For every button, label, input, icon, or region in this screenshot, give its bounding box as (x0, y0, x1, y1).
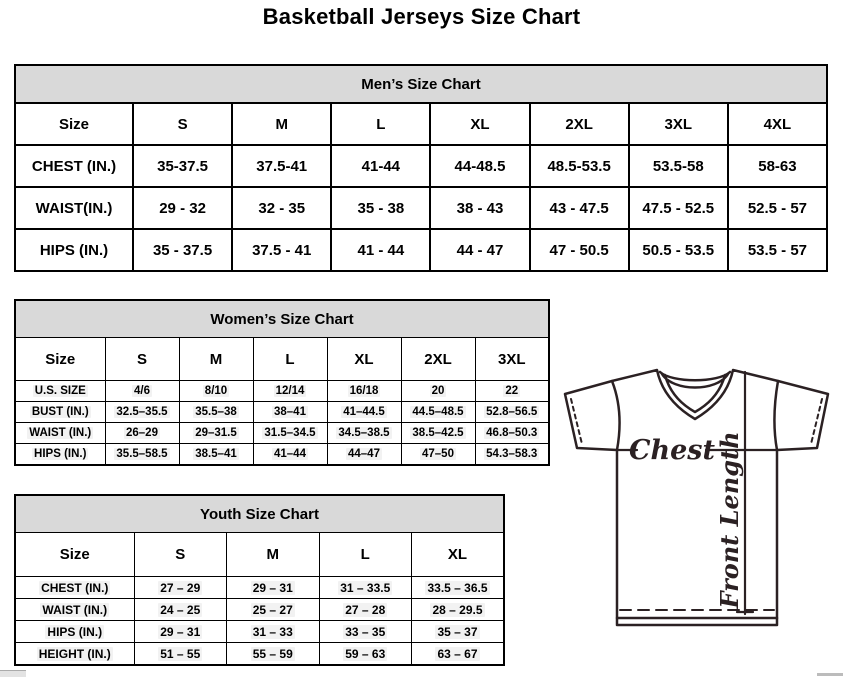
value-cell: 47–50 (401, 444, 475, 466)
value-cell: 29–31.5 (179, 423, 253, 444)
value-cell: 38–41 (253, 402, 327, 423)
column-header-cell: Size (15, 338, 105, 381)
row-label-cell: HEIGHT (IN.) (15, 643, 134, 666)
youth-size-chart (14, 494, 505, 666)
value-cell: 8/10 (179, 381, 253, 402)
value-cell: 35.5–58.5 (105, 444, 179, 466)
table-row (15, 423, 549, 444)
value-cell: 16/18 (327, 381, 401, 402)
value-cell: 28 – 29.5 (412, 599, 505, 621)
value-cell: 50.5 - 53.5 (629, 229, 728, 271)
column-header-cell: 2XL (401, 338, 475, 381)
column-header-cell: 3XL (629, 103, 728, 145)
row-label-cell: U.S. SIZE (15, 381, 105, 402)
column-header-cell: Size (15, 103, 133, 145)
value-cell: 32.5–35.5 (105, 402, 179, 423)
table-row (15, 187, 827, 229)
value-cell: 34.5–38.5 (327, 423, 401, 444)
column-header-cell: S (105, 338, 179, 381)
value-cell: 29 - 32 (133, 187, 232, 229)
value-cell: 24 – 25 (134, 599, 227, 621)
table-row (15, 444, 549, 466)
table-row (15, 381, 549, 402)
column-header-cell: M (227, 533, 320, 577)
row-label-cell: HIPS (IN.) (15, 229, 133, 271)
womens-table (14, 299, 550, 466)
value-cell: 55 – 59 (227, 643, 320, 666)
row-label-cell: WAIST (IN.) (15, 599, 134, 621)
table-row (15, 402, 549, 423)
value-cell: 35.5–38 (179, 402, 253, 423)
chest-label: Chest (629, 435, 715, 466)
table-row (15, 599, 504, 621)
table-row (15, 229, 827, 271)
value-cell: 47 - 50.5 (530, 229, 629, 271)
value-cell: 53.5-58 (629, 145, 728, 187)
youth-chart-title: Youth Size Chart (15, 495, 504, 533)
column-header-row (15, 338, 549, 381)
column-header-cell: L (253, 338, 327, 381)
value-cell: 25 – 27 (227, 599, 320, 621)
value-cell: 38.5–42.5 (401, 423, 475, 444)
value-cell: 38 - 43 (430, 187, 529, 229)
value-cell: 33.5 – 36.5 (412, 577, 505, 599)
row-label-cell: HIPS (IN.) (15, 621, 134, 643)
jersey-measurement-diagram (558, 362, 830, 628)
value-cell: 31 – 33 (227, 621, 320, 643)
column-header-cell: 3XL (475, 338, 549, 381)
row-label-cell: CHEST (IN.) (15, 145, 133, 187)
mens-size-chart (14, 64, 828, 272)
column-header-cell: Size (15, 533, 134, 577)
value-cell: 41–44 (253, 444, 327, 466)
column-header-row (15, 103, 827, 145)
value-cell: 37.5-41 (232, 145, 331, 187)
value-cell: 26–29 (105, 423, 179, 444)
value-cell: 51 – 55 (134, 643, 227, 666)
column-header-cell: XL (327, 338, 401, 381)
value-cell: 41 - 44 (331, 229, 430, 271)
value-cell: 29 – 31 (227, 577, 320, 599)
row-label-cell: CHEST (IN.) (15, 577, 134, 599)
value-cell: 22 (475, 381, 549, 402)
value-cell: 59 – 63 (319, 643, 412, 666)
column-header-cell: L (331, 103, 430, 145)
value-cell: 29 – 31 (134, 621, 227, 643)
value-cell: 35-37.5 (133, 145, 232, 187)
value-cell: 52.5 - 57 (728, 187, 827, 229)
value-cell: 32 - 35 (232, 187, 331, 229)
page-title: Basketball Jerseys Size Chart (262, 4, 581, 29)
value-cell: 37.5 - 41 (232, 229, 331, 271)
table-row (15, 643, 504, 666)
row-label-cell: BUST (IN.) (15, 402, 105, 423)
value-cell: 38.5–41 (179, 444, 253, 466)
value-cell: 46.8–50.3 (475, 423, 549, 444)
value-cell: 27 – 28 (319, 599, 412, 621)
column-header-cell: M (232, 103, 331, 145)
value-cell: 52.8–56.5 (475, 402, 549, 423)
table-row (15, 145, 827, 187)
scrollbar-fragment-left[interactable] (0, 670, 26, 677)
column-header-cell: XL (412, 533, 505, 577)
womens-size-chart (14, 299, 550, 466)
value-cell: 35 - 37.5 (133, 229, 232, 271)
value-cell: 54.3–58.3 (475, 444, 549, 466)
value-cell: 53.5 - 57 (728, 229, 827, 271)
table-row (15, 577, 504, 599)
value-cell: 4/6 (105, 381, 179, 402)
value-cell: 27 – 29 (134, 577, 227, 599)
value-cell: 44.5–48.5 (401, 402, 475, 423)
value-cell: 44–47 (327, 444, 401, 466)
row-label-cell: WAIST(IN.) (15, 187, 133, 229)
column-header-cell: S (134, 533, 227, 577)
value-cell: 41-44 (331, 145, 430, 187)
value-cell: 47.5 - 52.5 (629, 187, 728, 229)
value-cell: 33 – 35 (319, 621, 412, 643)
column-header-cell: M (179, 338, 253, 381)
jersey-outline-shape (565, 370, 828, 625)
mens-table (14, 64, 828, 272)
value-cell: 58-63 (728, 145, 827, 187)
value-cell: 43 - 47.5 (530, 187, 629, 229)
value-cell: 35 – 37 (412, 621, 505, 643)
value-cell: 44 - 47 (430, 229, 529, 271)
value-cell: 41–44.5 (327, 402, 401, 423)
column-header-row (15, 533, 504, 577)
value-cell: 31.5–34.5 (253, 423, 327, 444)
column-header-cell: L (319, 533, 412, 577)
youth-table (14, 494, 505, 666)
mens-chart-title: Men’s Size Chart (15, 65, 827, 103)
column-header-cell: XL (430, 103, 529, 145)
value-cell: 48.5-53.5 (530, 145, 629, 187)
value-cell: 31 – 33.5 (319, 577, 412, 599)
value-cell: 12/14 (253, 381, 327, 402)
column-header-cell: 4XL (728, 103, 827, 145)
front-length-label: Front Length (715, 431, 744, 609)
row-label-cell: WAIST (IN.) (15, 423, 105, 444)
value-cell: 63 – 67 (412, 643, 505, 666)
scrollbar-fragment-right[interactable] (817, 673, 843, 676)
row-label-cell: HIPS (IN.) (15, 444, 105, 466)
value-cell: 44-48.5 (430, 145, 529, 187)
womens-chart-title: Women’s Size Chart (15, 300, 549, 338)
column-header-cell: S (133, 103, 232, 145)
value-cell: 20 (401, 381, 475, 402)
column-header-cell: 2XL (530, 103, 629, 145)
value-cell: 35 - 38 (331, 187, 430, 229)
table-row (15, 621, 504, 643)
